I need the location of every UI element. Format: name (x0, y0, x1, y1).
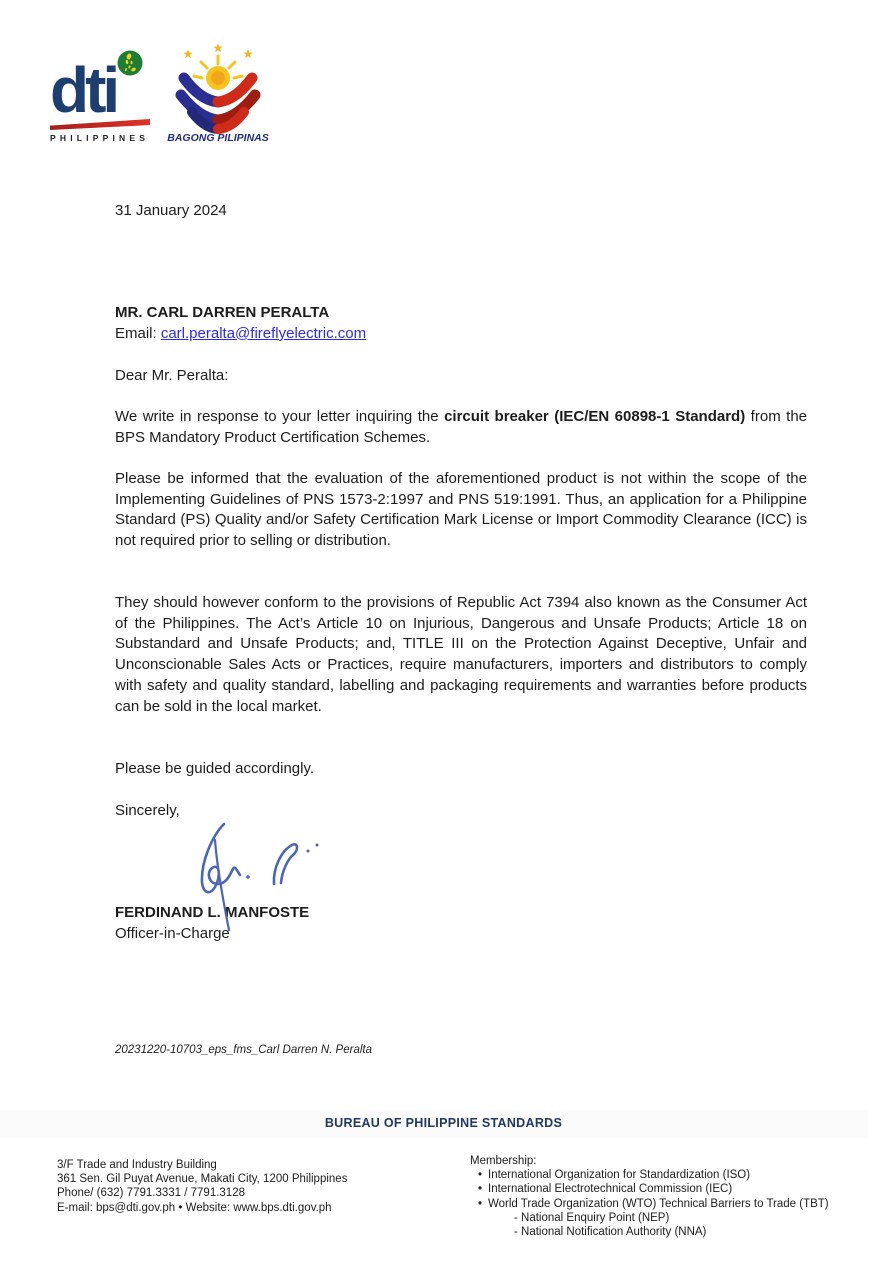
email-label: Email: (115, 324, 161, 342)
bagong-pilipinas-logo (166, 42, 270, 146)
membership-label: Membership: (470, 1155, 537, 1167)
closing-note: Please be guided accordingly. (115, 760, 315, 777)
paragraph-1-tail: from the BPS Mandatory Product Certification Schemes. (115, 408, 808, 446)
dti-wordmark: dti (50, 54, 117, 126)
philippines-map-icon (117, 50, 143, 76)
paragraph-1-bold: circuit breaker (IEC/EN 60898-1 Standard) (444, 408, 746, 425)
paragraph-1-text: We write in response to your letter inquiring the (115, 408, 445, 425)
dti-logo (50, 42, 152, 146)
address-line: Phone/ (632) 7791.3331 / 7791.3128 (57, 1187, 245, 1200)
membership-sub-item: - National Enquiry Point (NEP) (514, 1211, 670, 1224)
recipient-email-line (115, 324, 807, 345)
signer-name: FERDINAND L. MANFOSTE (115, 904, 310, 921)
email-link[interactable]: carl.peralta@fireflyelectric.com (160, 324, 367, 342)
address-line: 3/F Trade and Industry Building (57, 1159, 217, 1171)
membership-item-text: International Electrotechnical Commission (IEC) (488, 1183, 733, 1196)
address-line: 361 Sen. Gil Puyat Avenue, Makati City, 1200 Philippines (57, 1173, 348, 1186)
membership-item (470, 1168, 829, 1182)
paragraph-1 (115, 407, 807, 448)
recipient-block (115, 303, 807, 344)
bagong-pilipinas-icon (166, 42, 270, 134)
footer-address (57, 1158, 347, 1215)
reference-code: 20231220-10703_eps_fms_Carl Darren N. Peralta (115, 1044, 372, 1056)
footer-membership (470, 1154, 829, 1239)
letter-date: 31 January 2024 (115, 202, 227, 219)
paragraph-3: They should however conform to the provisions of Republic Act 7394 also known as the Consumer Act of the Philippines. The Act’s Article 10 on Injurious, Dangerous and Unsafe Products; Article 18 on Substandard and Unsafe Products; and, TITLE III on the Protection Against Deceptive, Unfair and Unconscionable Sales Acts or Practices, require manufacturers, importers and distributors to comply with safety and quality standard, labelling and packaging requirements and warranties before products can be sold in the local market. (115, 594, 807, 715)
dti-philippines-label: PHILIPPINES (50, 133, 150, 143)
membership-item-text: World Trade Organization (WTO) Technical Barriers to Trade (TBT) (488, 1197, 829, 1210)
bullet-icon: • (478, 1169, 483, 1182)
address-line: E-mail: bps@dti.gov.ph • Website: www.bps.dti.gov.ph (57, 1201, 332, 1214)
bureau-title: BUREAU OF PHILIPPINE STANDARDS (324, 1116, 563, 1130)
paragraph-2: Please be informed that the evaluation of the aforementioned product is not within the scope of the Implementing Guidelines of PNS 1573-2:1997 and PNS 519:1991. Thus, an application for a Philippine Standard (PS) Quality and/or Safety Certification Mark License or Import Commodity Clearance (ICC) is not required prior to selling or distribution. (115, 470, 807, 550)
recipient-name: MR. CARL DARREN PERALTA (115, 304, 330, 321)
bullet-icon: • (478, 1197, 483, 1210)
signature (172, 818, 342, 933)
valediction: Sincerely, (115, 802, 180, 819)
membership-sub-item: - National Notification Authority (NNA) (514, 1226, 707, 1239)
membership-item (470, 1197, 829, 1211)
signer-title: Officer-in-Charge (115, 924, 230, 942)
bullet-icon: • (478, 1183, 483, 1196)
header-logos (50, 42, 270, 146)
salutation: Dear Mr. Peralta: (115, 367, 229, 384)
membership-item-text: International Organization for Standardization (ISO) (488, 1169, 751, 1182)
membership-item (470, 1182, 829, 1196)
bagong-pilipinas-label: BAGONG PILIPINAS (167, 132, 269, 144)
